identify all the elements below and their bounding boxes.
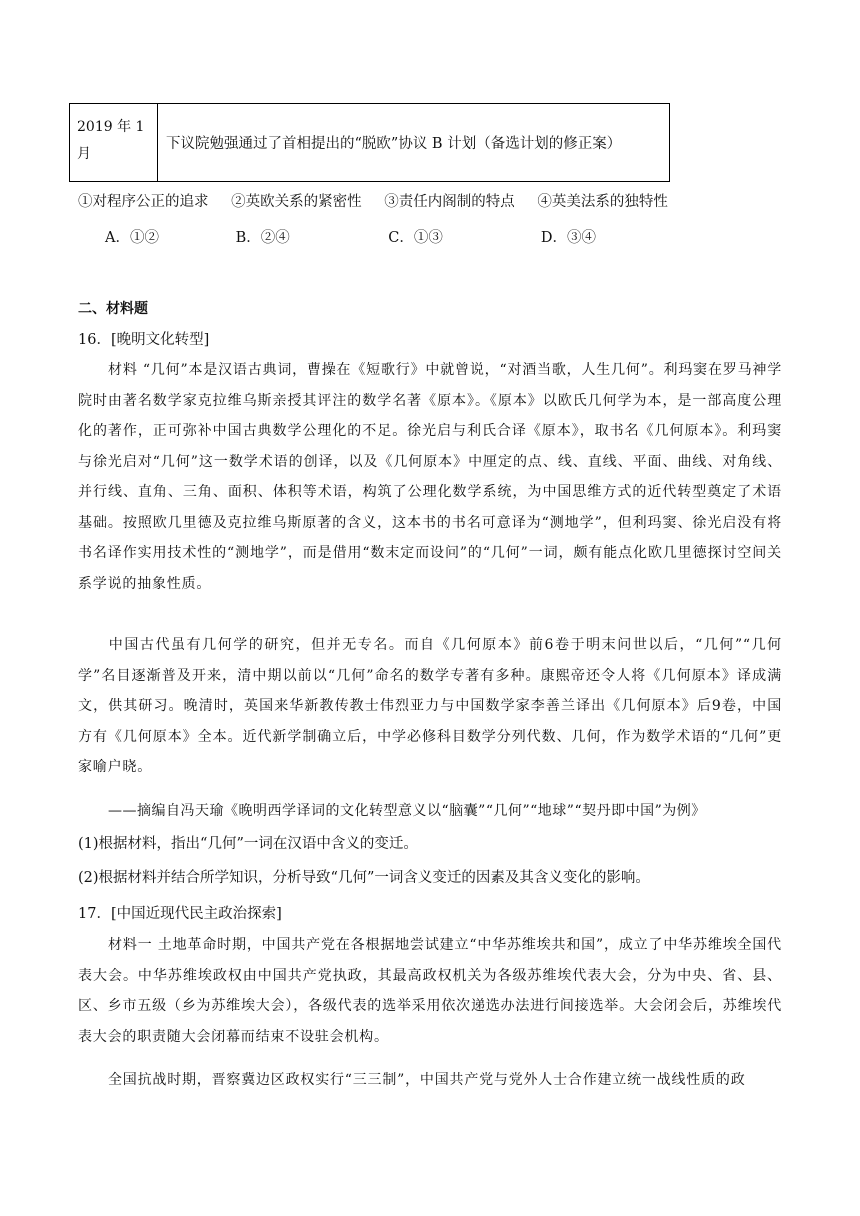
statement-item: ④英美法系的独特性 — [537, 194, 668, 210]
statement-item: ①对程序公正的追求 — [78, 194, 209, 210]
choice-a: A．①② — [105, 230, 159, 246]
paragraph-text: 中国古代虽有几何学的研究，但并无专名。而自《几何原本》前6卷于明末问世以后，“几何”“几何学”名目逐渐普及开来，清中期以前以“几何”命名的数学专著有多种。康熙帝还令人将《几何原本》译成满文，供其研习。晚清时，英国来华新教传教士伟烈亚力与中国数学家李善兰译出《几何原本》后9卷，中国方有《几何原本》全本。近代新学制确立后，中学必修科目数学分列代数、几何，作为数学术语的“几何”更家喻户晓。 — [78, 637, 782, 775]
answer-choices — [105, 226, 596, 247]
paragraph-text: 材料一 土地革命时期，中国共产党在各根据地尝试建立“中华苏维埃共和国”，成立了中华苏维埃全国代表大会。中华苏维埃政权由中国共产党执政，其最高政权机关为各级苏维埃代表大会，分为中央、省、县、区、乡市五级（乡为苏维埃大会），各级代表的选举采用依次递选办法进行间接选举。大会闭会后，苏维埃代表大会的职责随大会闭幕而结束不设驻会机构。 — [78, 937, 782, 1045]
choice-d: D．③④ — [540, 230, 596, 246]
source-citation: ——摘编自冯天瑜《晚明西学译词的文化转型意义以“脑囊”“几何”“地球”“契丹即中国”为例》 — [108, 803, 706, 819]
statement-item: ③责任内阁制的特点 — [384, 194, 515, 210]
table-date-cell: 2019 年 1 月 — [70, 104, 158, 181]
question-16-material-paragraph-1 — [78, 355, 782, 599]
question-17-title: 17．[中国近现代民主政治探索] — [78, 906, 282, 922]
statement-list — [78, 190, 686, 211]
paragraph-text: 全国抗战时期，晋察冀边区政权实行“三三制”，中国共产党与党外人士合作建立统一战线性质的政 — [108, 1072, 746, 1088]
question-16-title: 16．[晚明文化转型] — [78, 332, 210, 348]
question-16-material-paragraph-2 — [78, 630, 782, 783]
question-17-material-paragraph-2 — [78, 1065, 782, 1096]
table-event-cell: 下议院勉强通过了首相提出的“脱欧”协议 B 计划（备选计划的修正案） — [166, 136, 622, 152]
sub-question-2: (2)根据材料并结合所学知识，分析导致“几何”一词含义变迁的因素及其含义变化的影响。 — [78, 870, 650, 886]
choice-b: B．②④ — [235, 230, 290, 246]
question-17-material-paragraph-1 — [78, 930, 782, 1052]
statement-item: ②英欧关系的紧密性 — [231, 194, 362, 210]
paragraph-text: 材料 “几何”本是汉语古典词，曹操在《短歌行》中就曾说，“对酒当歌，人生几何”。利玛窦在罗马神学院时由著名数学家克拉维乌斯亲授其评注的数学名著《原本》。《原本》以欧氏几何学为本，是一部高度公理化的著作，正可弥补中国古典数学公理化的不足。徐光启与利氏合译《原本》，取书名《几何原本》。利玛窦与徐光启对“几何”这一数学术语的创译，以及《几何原本》中厘定的点、线、直线、平面、曲线、对角线、并行线、直角、三角、面积、体积等术语，构筑了公理化数学系统，为中国思维方式的近代转型奠定了术语基础。按照欧几里德及克拉维乌斯原著的含义，这本书的书名可意译为“测地学”，但利玛窦、徐光启没有将书名译作实用技术性的“测地学”，而是借用“数末定而设问”的“几何”一词，颇有能点化欧几里德探讨空间关系学说的抽象性质。 — [78, 362, 782, 592]
choice-c: C．①③ — [388, 230, 443, 246]
sub-question-1: (1)根据材料，指出“几何”一词在汉语中含义的变迁。 — [78, 836, 418, 852]
event-table — [69, 103, 670, 182]
section-heading: 二、材料题 — [78, 301, 148, 317]
